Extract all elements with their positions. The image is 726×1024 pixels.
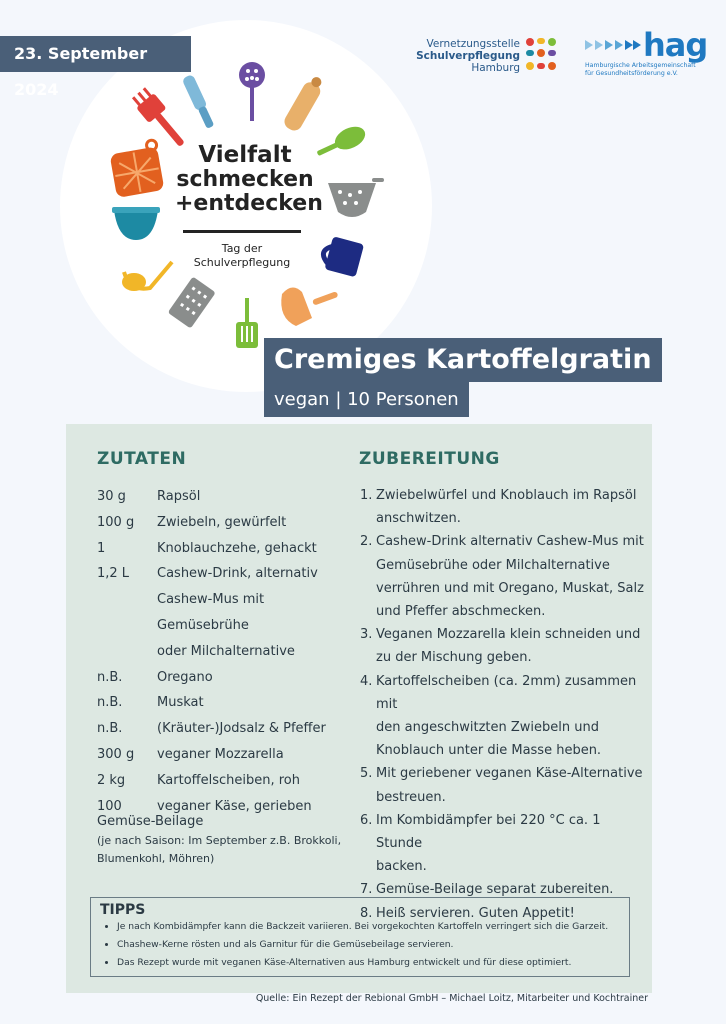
ingredient-amount: 1 [97, 540, 106, 556]
step-text-line: Veganen Mozzarella klein schneiden und [376, 627, 641, 643]
preparation-steps [360, 484, 650, 925]
step-number: 6. [360, 812, 373, 828]
ingredients-heading: ZUTATEN [97, 449, 187, 469]
event-logo-title [175, 142, 323, 216]
step-number: 1. [360, 488, 373, 503]
tips-list [91, 918, 608, 972]
ingredient-name: Kartoffelscheiben, roh [157, 772, 300, 788]
step-text-line: Kartoffelscheiben (ca. 2mm) zusammen mit [376, 673, 637, 712]
knife-icon [182, 74, 217, 130]
step-text-line: bestreuen. [376, 789, 446, 805]
pot-holder-icon [108, 139, 164, 198]
step-text-line: anschwitzen. [376, 511, 461, 527]
vernetzungsstelle-logo [402, 38, 520, 74]
ingredient-amount: 100 g [97, 514, 135, 530]
preparation-heading: ZUBEREITUNG [359, 449, 500, 469]
tip-item: • Chashew-Kerne rösten und als Garnitur für die Gemüsebeilage servieren. [117, 936, 608, 954]
vs-logo-line: Vernetzungsstelle [426, 38, 520, 50]
event-logo-subtitle [183, 242, 301, 270]
ingredient-amount: 1,2 L [97, 566, 130, 582]
preparation-step [360, 530, 650, 623]
step-text-line: Im Kombidämpfer bei 220 °C ca. 1 Stunde [376, 812, 601, 852]
step-number: 4. [360, 673, 373, 689]
step-number: 5. [360, 766, 373, 782]
ingredient-row [97, 510, 357, 536]
step-text [376, 670, 650, 763]
step-text [376, 809, 650, 879]
ingredient-row [97, 536, 357, 562]
vs-logo-line: Hamburg [471, 62, 520, 74]
ingredient-name: Zwiebeln, gewürfelt [157, 514, 287, 530]
logo-subtitle-line: Tag der [221, 242, 263, 255]
ingredient-row [97, 690, 357, 716]
ingredient-name: Knoblauchzehe, gehackt [157, 540, 317, 556]
ingredient-row [97, 561, 357, 587]
preparation-step [360, 762, 650, 808]
ingredient-row [97, 742, 357, 768]
logo-title-line: Vielfalt [198, 142, 292, 168]
ingredient-name: (Kräuter-)Jodsalz & Pfeffer [157, 721, 326, 737]
step-text-line: zu der Mischung geben. [376, 650, 532, 666]
ingredient-name: Rapsöl [157, 489, 201, 504]
ladle-icon [122, 262, 172, 291]
ingredient-amount: n.B. [97, 669, 123, 685]
pepper-mill-icon [282, 73, 327, 133]
grater-icon [168, 276, 216, 328]
logo-divider [183, 230, 301, 233]
step-text [376, 530, 650, 623]
preparation-step [360, 670, 650, 763]
hag-subtitle-line: für Gesundheitsförderung e.V. [585, 69, 678, 77]
logo-title-line: schmecken [176, 167, 314, 192]
hag-wordmark: hag [643, 26, 708, 64]
step-text [376, 762, 650, 808]
side-dish-note-line: (je nach Saison: Im September z.B. Brokkoli, [97, 834, 342, 847]
ingredient-row [97, 484, 357, 510]
logo-subtitle-line: Schulverpflegung [193, 256, 291, 269]
side-dish-heading: Gemüse-Beilage [97, 814, 204, 829]
recipe-subtitle: vegan | 10 Personen [264, 382, 469, 417]
preparation-step [360, 809, 650, 879]
step-number: 3. [360, 627, 373, 643]
step-text-line: Mit geriebener veganen Käse-Alternative [376, 766, 643, 782]
side-dish-note-line: Blumenkohl, Möhren) [97, 852, 215, 865]
colander-icon [328, 178, 384, 217]
step-number: 2. [360, 534, 373, 550]
bowl-icon [112, 207, 160, 240]
preparation-step [360, 623, 650, 669]
ingredient-amount: 300 g [97, 746, 135, 762]
hag-subtitle [585, 62, 715, 77]
ingredient-amount [97, 639, 157, 665]
tips-heading: TIPPS [100, 902, 146, 918]
spoon-icon [313, 122, 369, 162]
step-number: 8. [360, 905, 373, 921]
step-text-line: Heiß servieren. Guten Appetit! [376, 905, 575, 921]
ingredient-name: Muskat [157, 695, 204, 711]
ingredient-amount [97, 587, 157, 639]
recipe-title: Cremiges Kartoffelgratin [264, 338, 662, 382]
tips-box [90, 897, 630, 977]
ingredient-amount: n.B. [97, 721, 123, 737]
ingredient-amount: 30 g [97, 489, 126, 504]
step-text-line: verrühren und mit Oregano, Muskat, Salz [376, 580, 644, 596]
step-text-line: Gemüse-Beilage separat zubereiten. [376, 882, 614, 898]
ingredient-name: oder Milchalternative [157, 643, 295, 659]
ingredient-amount: 100 [97, 798, 122, 814]
step-number: 7. [360, 882, 373, 898]
step-text-line: und Pfeffer abschmecken. [376, 604, 546, 620]
ingredient-name: veganer Mozzarella [157, 746, 284, 762]
ingredient-list [97, 484, 357, 819]
ingredient-amount: 2 kg [97, 772, 126, 788]
ingredient-row [97, 768, 357, 794]
source-credit: Quelle: Ein Rezept der Rebional GmbH – Michael Loitz, Mitarbeiter und Kochtrainer [255, 993, 648, 1004]
ingredient-amount: n.B. [97, 695, 123, 711]
preparation-step [360, 484, 650, 530]
ingredient-name: Cashew-Mus mit Gemüsebrühe [157, 592, 265, 633]
oven-mitt-icon [281, 287, 338, 326]
step-text-line: den angeschwitzten Zwiebeln und [376, 720, 599, 736]
logo-title-line: +entdecken [175, 191, 323, 216]
step-text-line: Knoblauch unter die Masse heben. [376, 743, 602, 759]
hag-arrows-icon [585, 38, 643, 52]
step-text-line: Zwiebelwürfel und Knoblauch im Rapsöl [376, 488, 637, 503]
tip-item: • Je nach Kombidämpfer kann die Backzeit variieren. Bei vorgekochten Kartoffeln verringert sich die Garzeit. [117, 918, 608, 936]
step-text [376, 623, 650, 669]
date-badge: 23. September 2024 [0, 36, 191, 72]
ingredient-row [97, 716, 357, 742]
step-text-line: Gemüsebrühe oder Milchalternative [376, 557, 610, 573]
vs-logo-mark-icon [524, 36, 558, 74]
mug-icon [320, 235, 365, 277]
skimmer-icon [239, 62, 265, 121]
hag-subtitle-line: Hamburgische Arbeitsgemeinschaft [585, 62, 696, 69]
step-text-line: Cashew-Drink alternativ Cashew-Mus mit [376, 534, 644, 550]
ingredient-row [97, 665, 357, 691]
step-text [376, 484, 650, 530]
ingredient-row [97, 639, 357, 665]
ingredient-name: Cashew-Drink, alternativ [157, 566, 318, 582]
step-text-line: backen. [376, 859, 427, 875]
side-dish-note [97, 812, 357, 868]
spatula-icon [236, 298, 258, 348]
ingredient-row [97, 587, 357, 639]
ingredient-name: veganer Käse, gerieben [157, 798, 312, 814]
tip-item: • Das Rezept wurde mit veganen Käse-Alternativen aus Hamburg entwickelt und für diese optimiert. [117, 954, 608, 972]
vs-logo-line: Schulverpflegung [416, 50, 520, 62]
ingredient-name: Oregano [157, 669, 213, 685]
